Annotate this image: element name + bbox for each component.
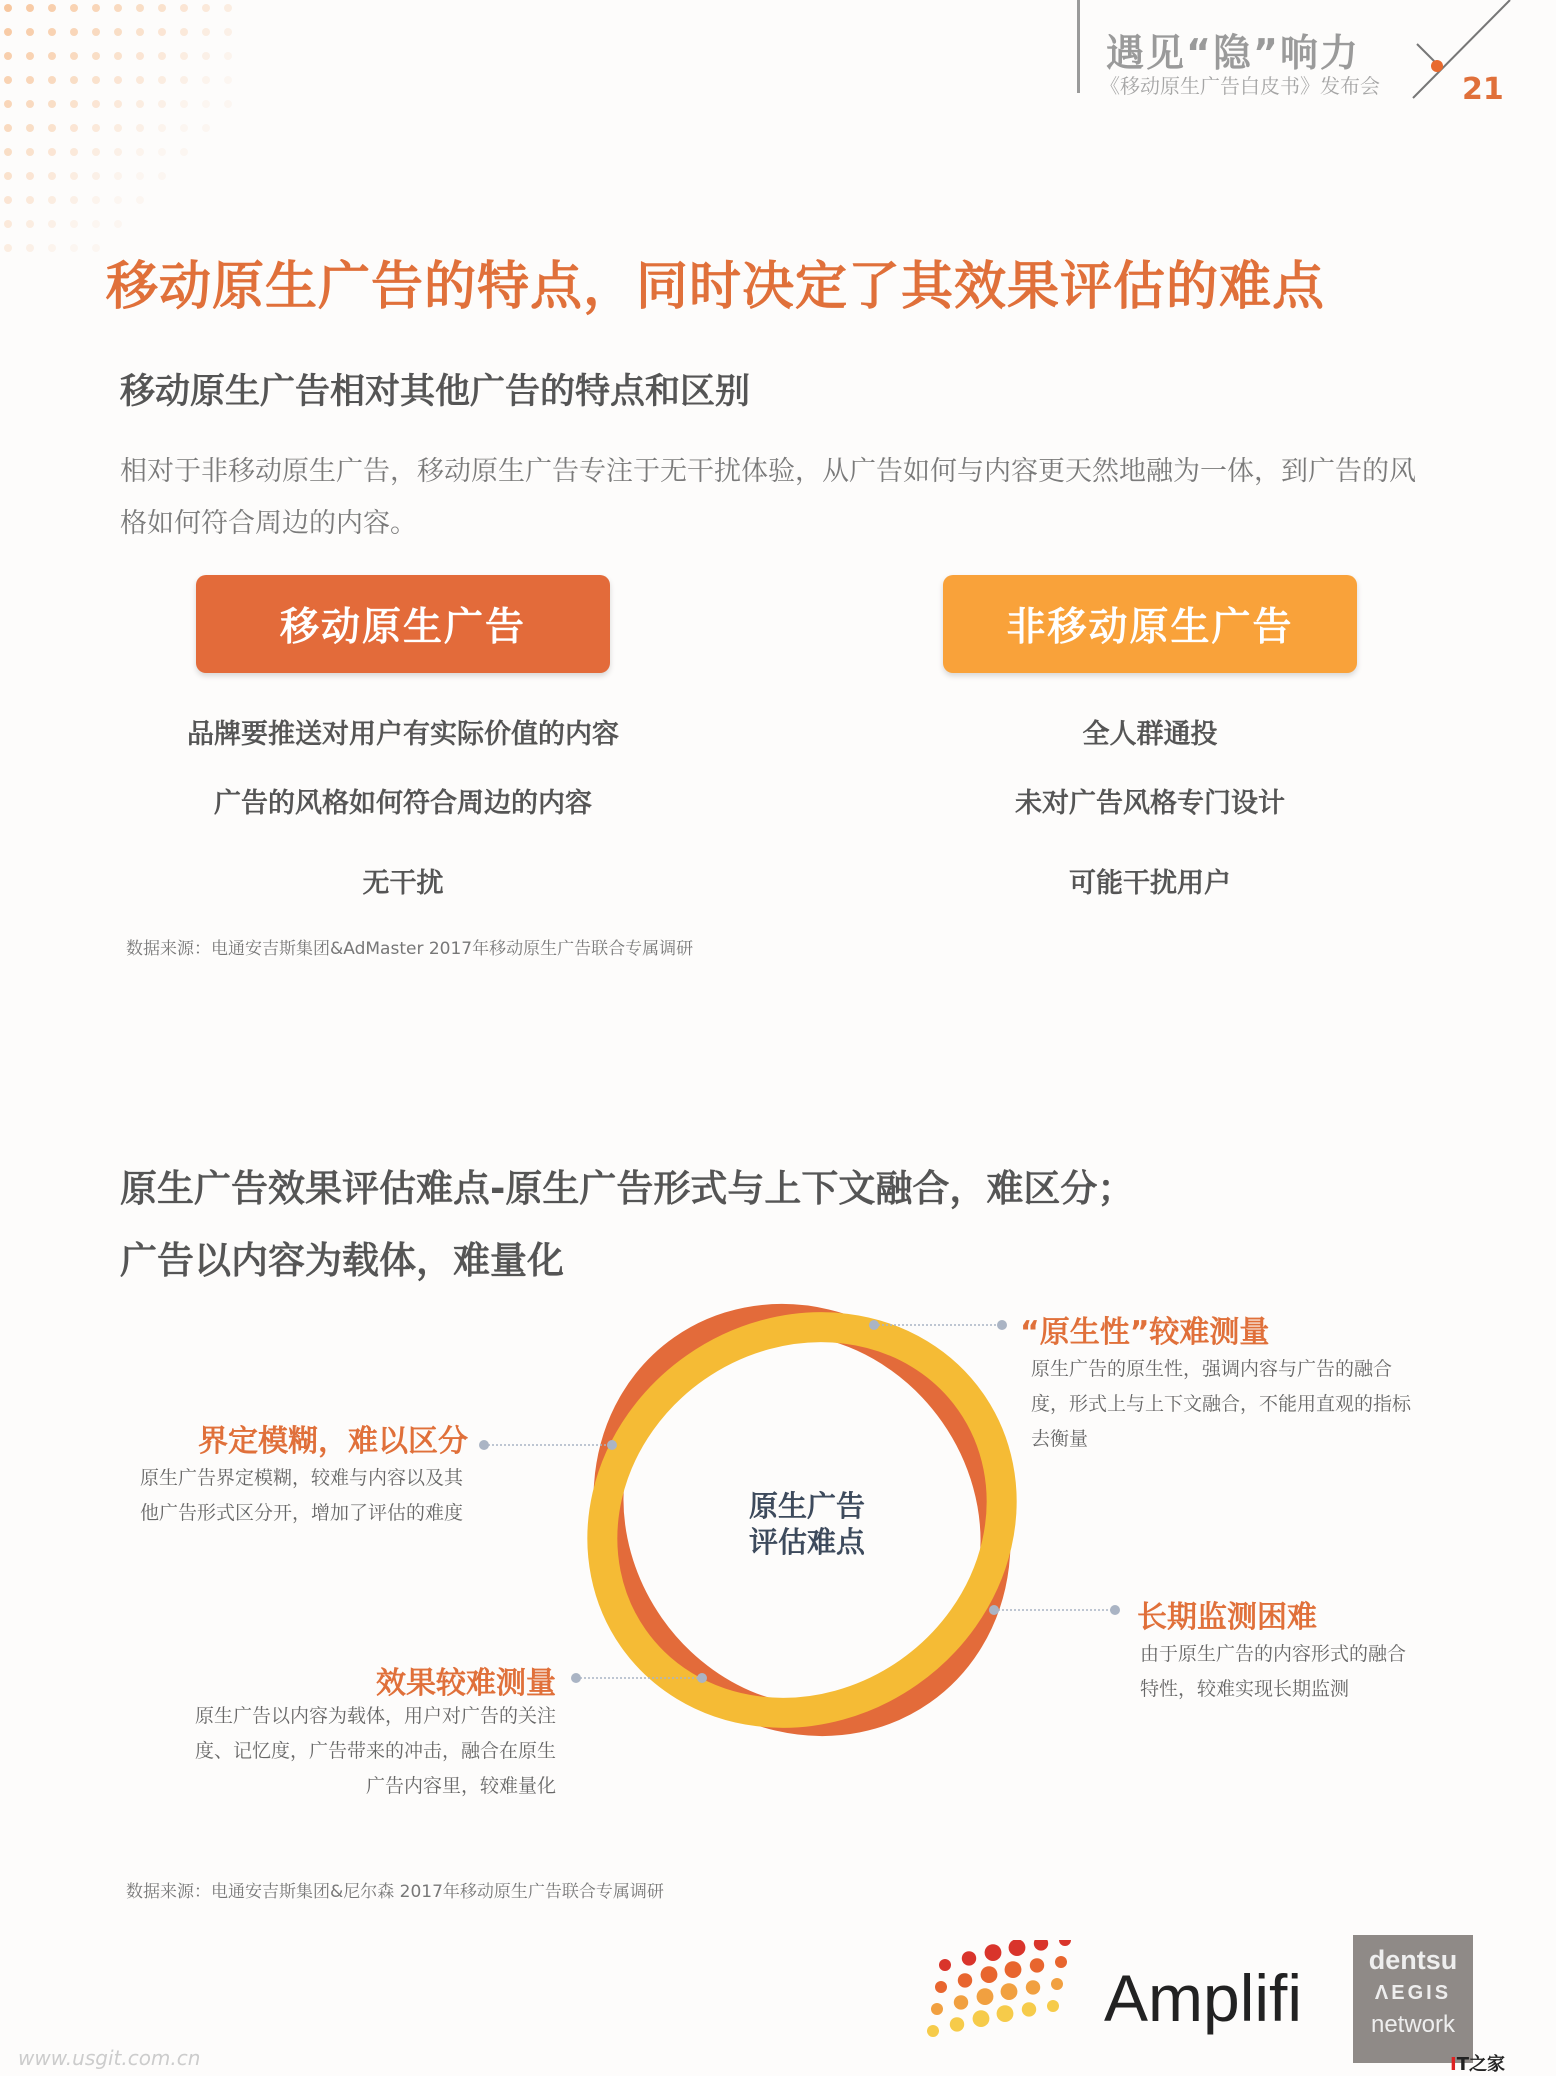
decorative-dot xyxy=(26,220,34,228)
logo-bubble xyxy=(1051,1978,1063,1990)
decorative-dot xyxy=(26,4,34,12)
point-desc: 原生广告的原生性，强调内容与广告的融合 度，形式上与上下文融合，不能用直观的指标 去衡量 xyxy=(1031,1358,1412,1450)
logo-bubble xyxy=(962,1951,976,1965)
decorative-dot-pattern xyxy=(0,0,270,280)
logo-bubble xyxy=(981,1966,998,1983)
logo-bubble xyxy=(927,2025,939,2037)
point-desc: 原生广告以内容为载体，用户对广告的关注 度、记忆度，广告带来的冲击，融合在原生 广告内容里，较难量化 xyxy=(194,1705,556,1797)
right-item: 未对广告风格专门设计 xyxy=(1015,788,1285,819)
decorative-dot xyxy=(180,52,188,60)
decorative-dot xyxy=(26,196,34,204)
decorative-dot xyxy=(26,52,34,60)
decorative-dot xyxy=(202,76,210,84)
decorative-dot xyxy=(92,196,100,204)
decorative-dot xyxy=(136,28,144,36)
center-line: 评估难点 xyxy=(748,1525,865,1559)
decorative-dot xyxy=(92,4,100,12)
logo-bubble xyxy=(1026,1980,1040,1994)
decorative-dot xyxy=(48,124,56,132)
non-mobile-native-ad-label: 非移动原生广告 xyxy=(943,575,1357,673)
decorative-dot xyxy=(92,52,100,60)
decorative-dot xyxy=(114,28,122,36)
decorative-dot xyxy=(224,100,232,108)
decorative-dot xyxy=(136,148,144,156)
decorative-dot xyxy=(224,4,232,12)
decorative-dot xyxy=(180,148,188,156)
decorative-dot xyxy=(48,76,56,84)
decorative-dot xyxy=(158,100,166,108)
mobile-native-ad-label: 移动原生广告 xyxy=(196,575,610,673)
decorative-dot xyxy=(48,220,56,228)
decorative-dot xyxy=(48,148,56,156)
logo-bubble xyxy=(1047,2000,1059,2012)
decorative-dot xyxy=(136,196,144,204)
decorative-dot xyxy=(158,172,166,180)
decorative-dot xyxy=(92,28,100,36)
decorative-dot xyxy=(114,148,122,156)
decorative-dot xyxy=(114,100,122,108)
point-title: 界定模糊，难以区分 xyxy=(198,1424,468,1459)
center-line: 原生广告 xyxy=(748,1489,865,1523)
decorative-dot xyxy=(92,244,100,252)
decorative-dot xyxy=(180,100,188,108)
right-item: 全人群通投 xyxy=(1082,719,1218,750)
logo-bubble xyxy=(1001,1983,1018,2000)
decorative-dot xyxy=(4,4,12,12)
decorative-dot xyxy=(4,28,12,36)
point-title: “原生性”较难测量 xyxy=(1020,1315,1270,1350)
decorative-dot xyxy=(114,76,122,84)
decorative-dot xyxy=(114,124,122,132)
decorative-dot xyxy=(26,124,34,132)
decorative-dot xyxy=(202,124,210,132)
amplifi-bubble-logo-icon xyxy=(925,1940,1085,2060)
watermark: www.usgit.com.cn xyxy=(18,2046,201,2070)
decorative-dot xyxy=(4,52,12,60)
dentsu-aegis-logo: dentsu ΛEGIS network xyxy=(1353,1935,1473,2063)
decorative-dot xyxy=(202,4,210,12)
source-note: 数据来源：电通安吉斯集团&尼尔森 2017年移动原生广告联合专属调研 xyxy=(126,1882,664,1902)
logo-bubble xyxy=(950,2017,964,2031)
decorative-dot xyxy=(70,100,78,108)
decorative-dot xyxy=(4,124,12,132)
event-subtitle: 《移动原生广告白皮书》发布会 xyxy=(1100,74,1380,98)
logo-bubble xyxy=(935,1981,947,1993)
decorative-dot xyxy=(4,148,12,156)
amplifi-logo-text: Amplifi xyxy=(1104,1961,1303,2035)
logo-bubble xyxy=(1030,1958,1044,1972)
decorative-dot xyxy=(158,28,166,36)
decorative-dot xyxy=(136,4,144,12)
decorative-dot xyxy=(4,172,12,180)
page-title: 移动原生广告的特点，同时决定了其效果评估的难点 xyxy=(106,257,1326,317)
section2-heading-line1: 原生广告效果评估难点-原生广告形式与上下文融合，难区分； xyxy=(120,1167,1135,1210)
logo-bubble xyxy=(931,2003,943,2015)
decorative-dot xyxy=(158,124,166,132)
decorative-dot xyxy=(224,52,232,60)
decorative-dot xyxy=(48,4,56,12)
header-divider xyxy=(1077,0,1080,93)
logo-bubble xyxy=(958,1973,972,1987)
decorative-dot xyxy=(70,148,78,156)
decorative-dot xyxy=(92,148,100,156)
decorative-dot xyxy=(70,124,78,132)
logo-bubble xyxy=(985,1944,1002,1961)
logo-bubble xyxy=(1055,1956,1067,1968)
decorative-dot xyxy=(48,52,56,60)
point-title: 效果较难测量 xyxy=(376,1666,556,1701)
logo-bubble xyxy=(1009,1940,1026,1956)
decorative-dot xyxy=(70,220,78,228)
decorative-dot xyxy=(4,100,12,108)
logo-bubble xyxy=(954,1995,968,2009)
decorative-dot xyxy=(48,196,56,204)
decorative-dot xyxy=(136,76,144,84)
decorative-dot xyxy=(26,76,34,84)
decorative-dot xyxy=(202,52,210,60)
decorative-dot xyxy=(26,148,34,156)
decorative-dot xyxy=(158,148,166,156)
decorative-dot xyxy=(158,52,166,60)
diagram-center-label xyxy=(707,1488,907,1560)
decorative-dot xyxy=(180,4,188,12)
logo-bubble xyxy=(1034,1940,1048,1951)
point-desc: 由于原生广告的内容形式的融合 特性，较难实现长期监测 xyxy=(1140,1643,1407,1700)
decorative-dot xyxy=(114,52,122,60)
decorative-dot xyxy=(4,196,12,204)
decorative-dot xyxy=(136,100,144,108)
decorative-dot xyxy=(70,172,78,180)
decorative-dot xyxy=(114,172,122,180)
decorative-dot xyxy=(70,76,78,84)
decorative-dot xyxy=(4,220,12,228)
decorative-dot xyxy=(202,100,210,108)
decorative-dot xyxy=(136,172,144,180)
decorative-dot xyxy=(92,124,100,132)
point-desc: 原生广告界定模糊，较难与内容以及其 他广告形式区分开，增加了评估的难度 xyxy=(140,1467,464,1524)
decorative-dot xyxy=(48,28,56,36)
section1-heading: 移动原生广告相对其他广告的特点和区别 xyxy=(120,372,751,412)
decorative-dot xyxy=(70,28,78,36)
decorative-dot xyxy=(26,100,34,108)
decorative-dot xyxy=(180,124,188,132)
logo-bubble xyxy=(939,1959,951,1971)
left-item: 品牌要推送对用户有实际价值的内容 xyxy=(187,719,619,750)
decorative-dot xyxy=(224,28,232,36)
decorative-dot xyxy=(136,52,144,60)
decorative-dot xyxy=(158,4,166,12)
logo-bubble xyxy=(1022,2002,1036,2016)
decorative-dot xyxy=(180,28,188,36)
decorative-dot xyxy=(136,124,144,132)
decorative-dot xyxy=(92,220,100,228)
decorative-dot xyxy=(48,244,56,252)
logo-bubble xyxy=(1005,1961,1022,1978)
decorative-dot xyxy=(180,76,188,84)
source-note: 数据来源：电通安吉斯集团&AdMaster 2017年移动原生广告联合专属调研 xyxy=(126,939,694,959)
decorative-dot xyxy=(4,76,12,84)
decorative-dot xyxy=(4,244,12,252)
left-item: 无干扰 xyxy=(362,868,444,899)
event-title: 遇见“隐”响力 xyxy=(1106,31,1360,75)
decorative-dot xyxy=(158,76,166,84)
decorative-dot xyxy=(92,100,100,108)
decorative-dot xyxy=(26,28,34,36)
section2-heading-line2: 广告以内容为载体，难量化 xyxy=(120,1239,564,1282)
decorative-dot xyxy=(92,76,100,84)
decorative-dot xyxy=(114,196,122,204)
decorative-dot xyxy=(224,76,232,84)
logo-bubble xyxy=(997,2005,1014,2022)
decorative-dot xyxy=(114,220,122,228)
ithome-logo: IT之家 xyxy=(1450,2054,1505,2075)
decorative-dot xyxy=(26,172,34,180)
point-title: 长期监测困难 xyxy=(1137,1600,1317,1635)
decorative-dot xyxy=(70,244,78,252)
decorative-dot xyxy=(70,4,78,12)
logo-bubble xyxy=(973,2010,990,2027)
logo-bubble xyxy=(977,1988,994,2005)
section1-paragraph: 相对于非移动原生广告，移动原生广告专注于无干扰体验，从广告如何与内容更天然地融为一体，到广告的风格如何符合周边的内容。 xyxy=(120,456,1416,539)
decorative-dot xyxy=(114,4,122,12)
decorative-dot xyxy=(26,244,34,252)
decorative-dot xyxy=(92,172,100,180)
decorative-dot xyxy=(202,28,210,36)
decorative-dot xyxy=(70,196,78,204)
decorative-dot xyxy=(48,172,56,180)
decorative-dot xyxy=(70,52,78,60)
logo-bubble xyxy=(1059,1940,1071,1946)
right-item: 可能干扰用户 xyxy=(1069,868,1231,899)
page-number: 21 xyxy=(1462,72,1504,107)
left-item: 广告的风格如何符合周边的内容 xyxy=(214,788,592,819)
decorative-dot xyxy=(48,100,56,108)
